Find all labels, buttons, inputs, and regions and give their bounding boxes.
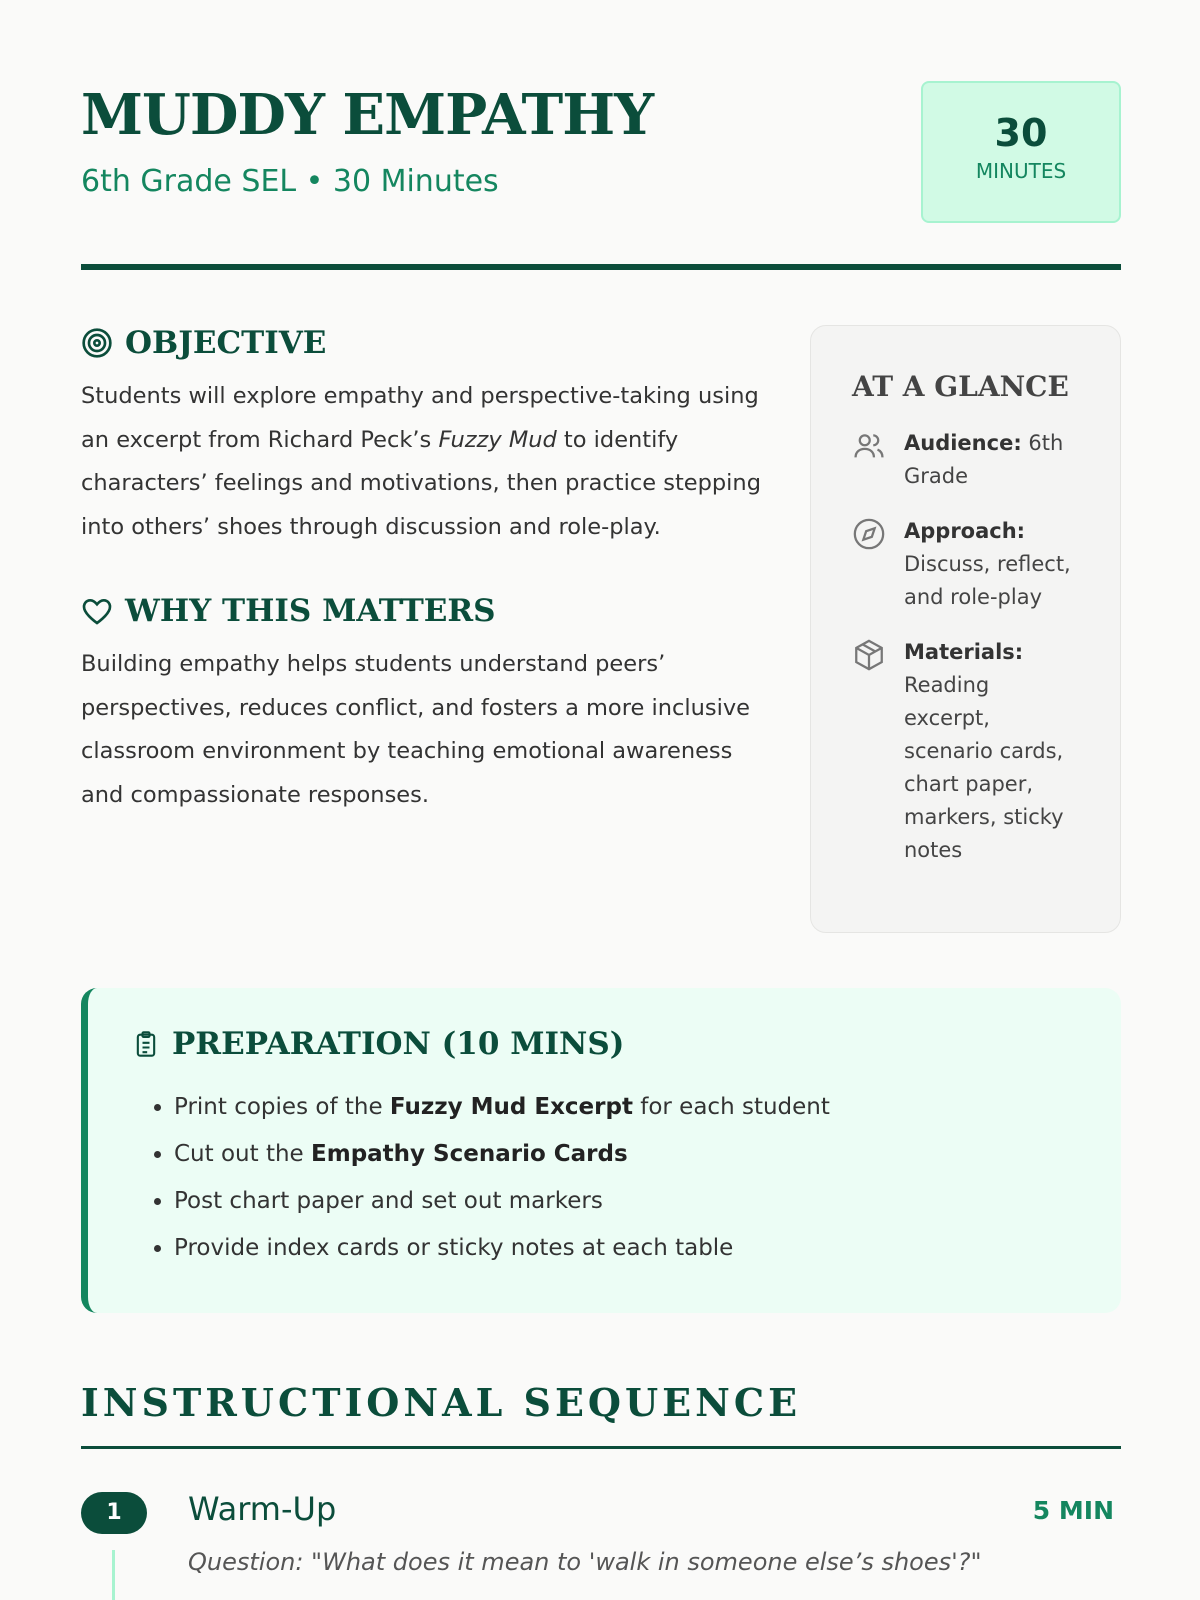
objective-title: OBJECTIVE bbox=[125, 325, 327, 361]
glance-heading: AT A GLANCE bbox=[852, 370, 1069, 403]
timeline-line bbox=[112, 1550, 115, 1600]
header-divider bbox=[81, 264, 1121, 270]
clipboard-icon bbox=[132, 1030, 160, 1058]
glance-item-materials bbox=[852, 636, 1080, 867]
list-item bbox=[174, 1131, 1121, 1178]
sequence-divider bbox=[81, 1446, 1121, 1449]
item-text: Cut out the bbox=[174, 1141, 312, 1167]
package-icon bbox=[852, 638, 886, 672]
item-text: Provide index cards or sticky notes at each table bbox=[174, 1235, 734, 1261]
sequence-heading: INSTRUCTIONAL SEQUENCE bbox=[81, 1380, 802, 1425]
users-icon bbox=[852, 429, 886, 463]
heart-icon bbox=[81, 595, 113, 627]
book-title: Fuzzy Mud bbox=[438, 426, 557, 453]
step-question: Question: "What does it mean to 'walk in someone else’s shoes'?" bbox=[188, 1548, 982, 1576]
item-text: Print copies of the bbox=[174, 1094, 390, 1120]
list-item bbox=[174, 1225, 1121, 1272]
glance-value: Discuss, reflect, and role-play bbox=[904, 552, 1071, 609]
list-item bbox=[174, 1084, 1121, 1131]
objective-text-b: to identify characters’ feelings and motivations, then practice stepping into others’ shoes through discussion and role-play. bbox=[81, 426, 761, 540]
step-duration: 5 MIN bbox=[1032, 1496, 1114, 1525]
page-subtitle: 6th Grade SEL • 30 Minutes bbox=[81, 164, 499, 199]
why-text: Building empathy helps students understand peers’ perspectives, reduces conflict, and fosters a more inclusive classroom environment by teaching emotional awareness and compassionate responses. bbox=[81, 651, 750, 808]
item-text: for each student bbox=[632, 1094, 830, 1120]
duration-number: 30 bbox=[994, 111, 1048, 155]
glance-item-audience bbox=[852, 427, 1080, 493]
item-text: Post chart paper and set out markers bbox=[174, 1188, 603, 1214]
objective-heading bbox=[81, 325, 761, 361]
glance-item-approach bbox=[852, 515, 1080, 614]
step-title: Warm-Up bbox=[188, 1490, 337, 1528]
why-heading bbox=[81, 593, 761, 629]
preparation-list bbox=[174, 1084, 1121, 1272]
glance-value: 6th Grade bbox=[904, 431, 1064, 488]
item-bold: Fuzzy Mud Excerpt bbox=[389, 1094, 633, 1120]
list-item bbox=[174, 1178, 1121, 1225]
preparation-title: PREPARATION (10 MINS) bbox=[172, 1026, 625, 1062]
glance-label: Materials: bbox=[904, 640, 1024, 664]
glance-label: Approach: bbox=[904, 519, 1026, 543]
glance-label: Audience: bbox=[904, 431, 1022, 455]
target-icon bbox=[81, 327, 113, 359]
glance-value: Reading excerpt, scenario cards, chart paper, markers, sticky notes bbox=[904, 673, 1064, 862]
step-number: 1 bbox=[81, 1492, 147, 1534]
objective-text-a: Students will explore empathy and perspective-taking using an excerpt from Richard Peck’s bbox=[81, 383, 759, 453]
item-bold: Empathy Scenario Cards bbox=[311, 1141, 628, 1167]
objective-text bbox=[81, 375, 761, 549]
objective-section bbox=[81, 325, 761, 817]
duration-badge bbox=[921, 81, 1121, 223]
at-a-glance-card bbox=[810, 325, 1121, 933]
compass-icon bbox=[852, 517, 886, 551]
preparation-section bbox=[81, 988, 1121, 1313]
preparation-heading bbox=[132, 1026, 1121, 1062]
duration-label: MINUTES bbox=[975, 159, 1067, 183]
page-title: MUDDY EMPATHY bbox=[81, 82, 654, 148]
step-1 bbox=[81, 1492, 1121, 1532]
why-title: WHY THIS MATTERS bbox=[125, 593, 496, 629]
